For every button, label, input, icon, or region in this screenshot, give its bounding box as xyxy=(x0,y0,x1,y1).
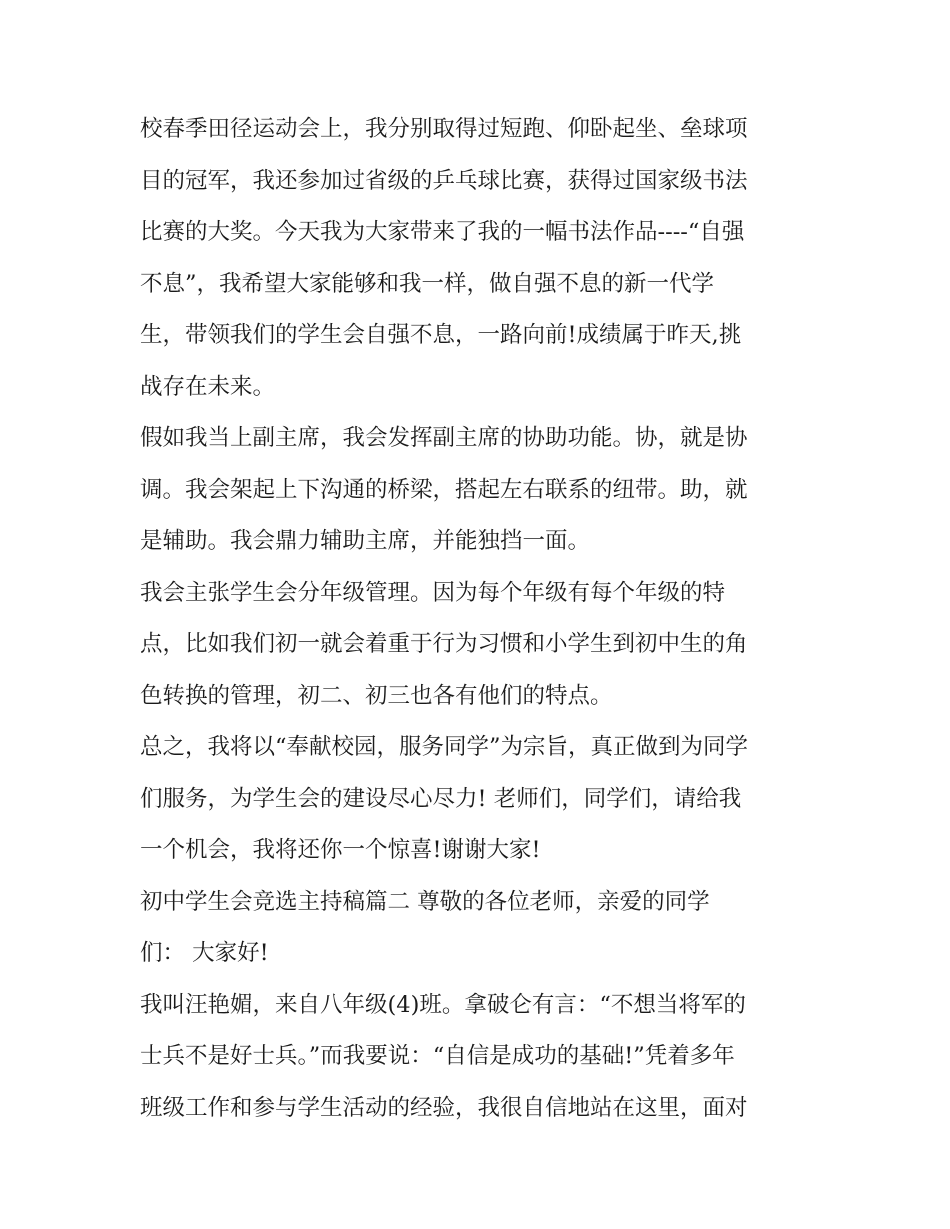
text-line: 假如我当上副主席，我会发挥副主席的协助功能。协，就是协 xyxy=(140,425,748,451)
text-line: 色转换的管理，初二、初三也各有他们的特点。 xyxy=(140,682,613,709)
text-line: 们服务，为学生会的建设尽心尽力! 老师们，同学们，请给我 xyxy=(140,785,742,812)
text-line: 一个机会，我将还你一个惊喜!谢谢大家! xyxy=(140,837,541,863)
text-line: 初中学生会竞选主持稿篇二 尊敬的各位老师，亲爱的同学 xyxy=(140,888,710,915)
text-line: 战存在未来。 xyxy=(140,373,276,400)
text-line: 是辅助。我会鼎力辅助主席，并能独挡一面。 xyxy=(140,528,591,554)
text-line: 点，比如我们初一就会着重于行为习惯和小学生到初中生的角 xyxy=(140,631,748,657)
text-line: 士兵不是好士兵。”而我要说：“自信是成功的基础!”凭着多年 xyxy=(140,1043,735,1069)
text-line: 调。我会架起上下沟通的桥梁，搭起左右联系的纽带。助，就 xyxy=(140,476,748,503)
text-line: 我会主张学生会分年级管理。因为每个年级有每个年级的特 xyxy=(140,579,726,606)
text-line: 们： 大家好! xyxy=(140,940,269,966)
text-line: 不息”，我希望大家能够和我一样，做自强不息的新一代学 xyxy=(140,270,715,297)
text-line: 我叫汪艳媚，来自八年级(4)班。拿破仑有言：“不想当将军的 xyxy=(140,991,746,1018)
text-line: 校春季田径运动会上，我分别取得过短跑、仰卧起坐、垒球项 xyxy=(140,116,748,142)
text-line: 总之，我将以“奉献校园，服务同学”为宗旨，真正做到为同学 xyxy=(140,734,749,760)
document-body xyxy=(140,104,820,1134)
text-line: 目的冠军，我还参加过省级的乒乓球比赛，获得过国家级书法 xyxy=(140,167,748,194)
text-line: 比赛的大奖。今天我为大家带来了我的一幅书法作品----“自强 xyxy=(140,219,745,245)
text-line: 生，带领我们的学生会自强不息，一路向前!成绩属于昨天,挑 xyxy=(140,322,742,348)
text-line: 班级工作和参与学生活动的经验，我很自信地站在这里，面对 xyxy=(140,1094,748,1121)
